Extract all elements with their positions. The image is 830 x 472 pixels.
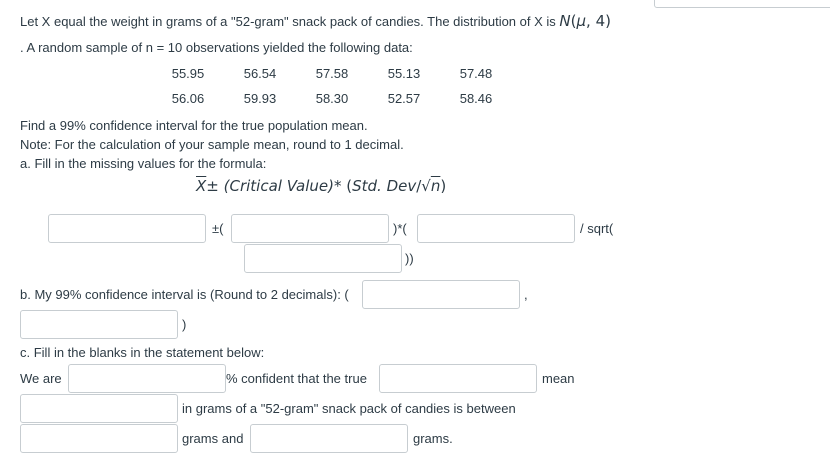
sample-line: . A random sample of n = 10 observations yielded the following data: — [20, 40, 413, 55]
formula-close: ) — [440, 177, 447, 195]
pm-separator: ±( — [212, 221, 224, 236]
formula-crit: (Critical Value) — [223, 177, 334, 195]
data-cell: 55.13 — [387, 66, 421, 81]
confidence-percent-input[interactable] — [68, 364, 226, 393]
formula-n: n — [430, 177, 441, 195]
data-cell: 59.93 — [243, 91, 277, 106]
formula-sqrt: √ — [421, 177, 431, 195]
statement-upper-input[interactable] — [250, 424, 408, 453]
part-c-label: c. Fill in the blanks in the statement below: — [20, 345, 265, 360]
formula-slash: / — [416, 177, 422, 195]
sample-size-input[interactable] — [244, 244, 402, 273]
formula-open: ( — [346, 177, 353, 195]
parameter-unit-input[interactable] — [20, 394, 178, 423]
ci-close-paren: ) — [182, 317, 187, 332]
problem-intro — [20, 12, 611, 30]
we-are-label: We are — [20, 371, 62, 386]
mean-label: mean — [542, 371, 575, 386]
ci-lower-input[interactable] — [362, 280, 520, 309]
parameter-input[interactable] — [379, 364, 537, 393]
data-cell: 57.58 — [315, 66, 349, 81]
dist-open: ( — [570, 12, 577, 30]
dist-n: N — [559, 12, 571, 30]
data-cell: 57.48 — [459, 66, 493, 81]
top-right-input-remnant[interactable] — [654, 0, 830, 8]
sqrt-separator: / sqrt( — [580, 221, 614, 236]
formula-star: * — [333, 177, 347, 195]
formula-pm: ± — [206, 177, 224, 195]
data-cell: 58.46 — [459, 91, 493, 106]
sample-mean-input[interactable] — [48, 214, 206, 243]
grams-end-label: grams. — [413, 431, 453, 446]
grams-and-label: grams and — [182, 431, 244, 446]
dist-rest: , 4) — [586, 12, 611, 30]
pct-confident-label: % confident that the true — [226, 371, 367, 386]
part-b-label: b. My 99% confidence interval is (Round to 2 decimals): ( — [20, 287, 349, 302]
note-line: Note: For the calculation of your sample mean, round to 1 decimal. — [20, 137, 404, 152]
ci-upper-input[interactable] — [20, 310, 178, 339]
data-cell: 56.54 — [243, 66, 277, 81]
find-line: Find a 99% confidence interval for the true population mean. — [20, 118, 368, 133]
data-cell: 56.06 — [171, 91, 205, 106]
statement-lower-input[interactable] — [20, 424, 178, 453]
formula — [196, 177, 446, 195]
critical-value-input[interactable] — [231, 214, 389, 243]
data-cell: 58.30 — [315, 91, 349, 106]
data-cell: 55.95 — [171, 66, 205, 81]
intro-text: Let X equal the weight in grams of a "52-gram" snack pack of candies. The distribution of X is — [20, 14, 560, 29]
data-cell: 52.57 — [387, 91, 421, 106]
std-dev-input[interactable] — [417, 214, 575, 243]
close-parens: )) — [405, 251, 414, 266]
dist-mu: μ — [576, 12, 587, 30]
formula-std: Std. Dev — [352, 177, 417, 195]
times-separator: )*( — [393, 221, 407, 236]
in-grams-label: in grams of a "52-gram" snack pack of candies is between — [182, 401, 516, 416]
formula-xbar: $\overline{X}$ — [196, 177, 207, 195]
part-a-label: a. Fill in the missing values for the formula: — [20, 156, 267, 171]
ci-comma: , — [524, 287, 528, 302]
